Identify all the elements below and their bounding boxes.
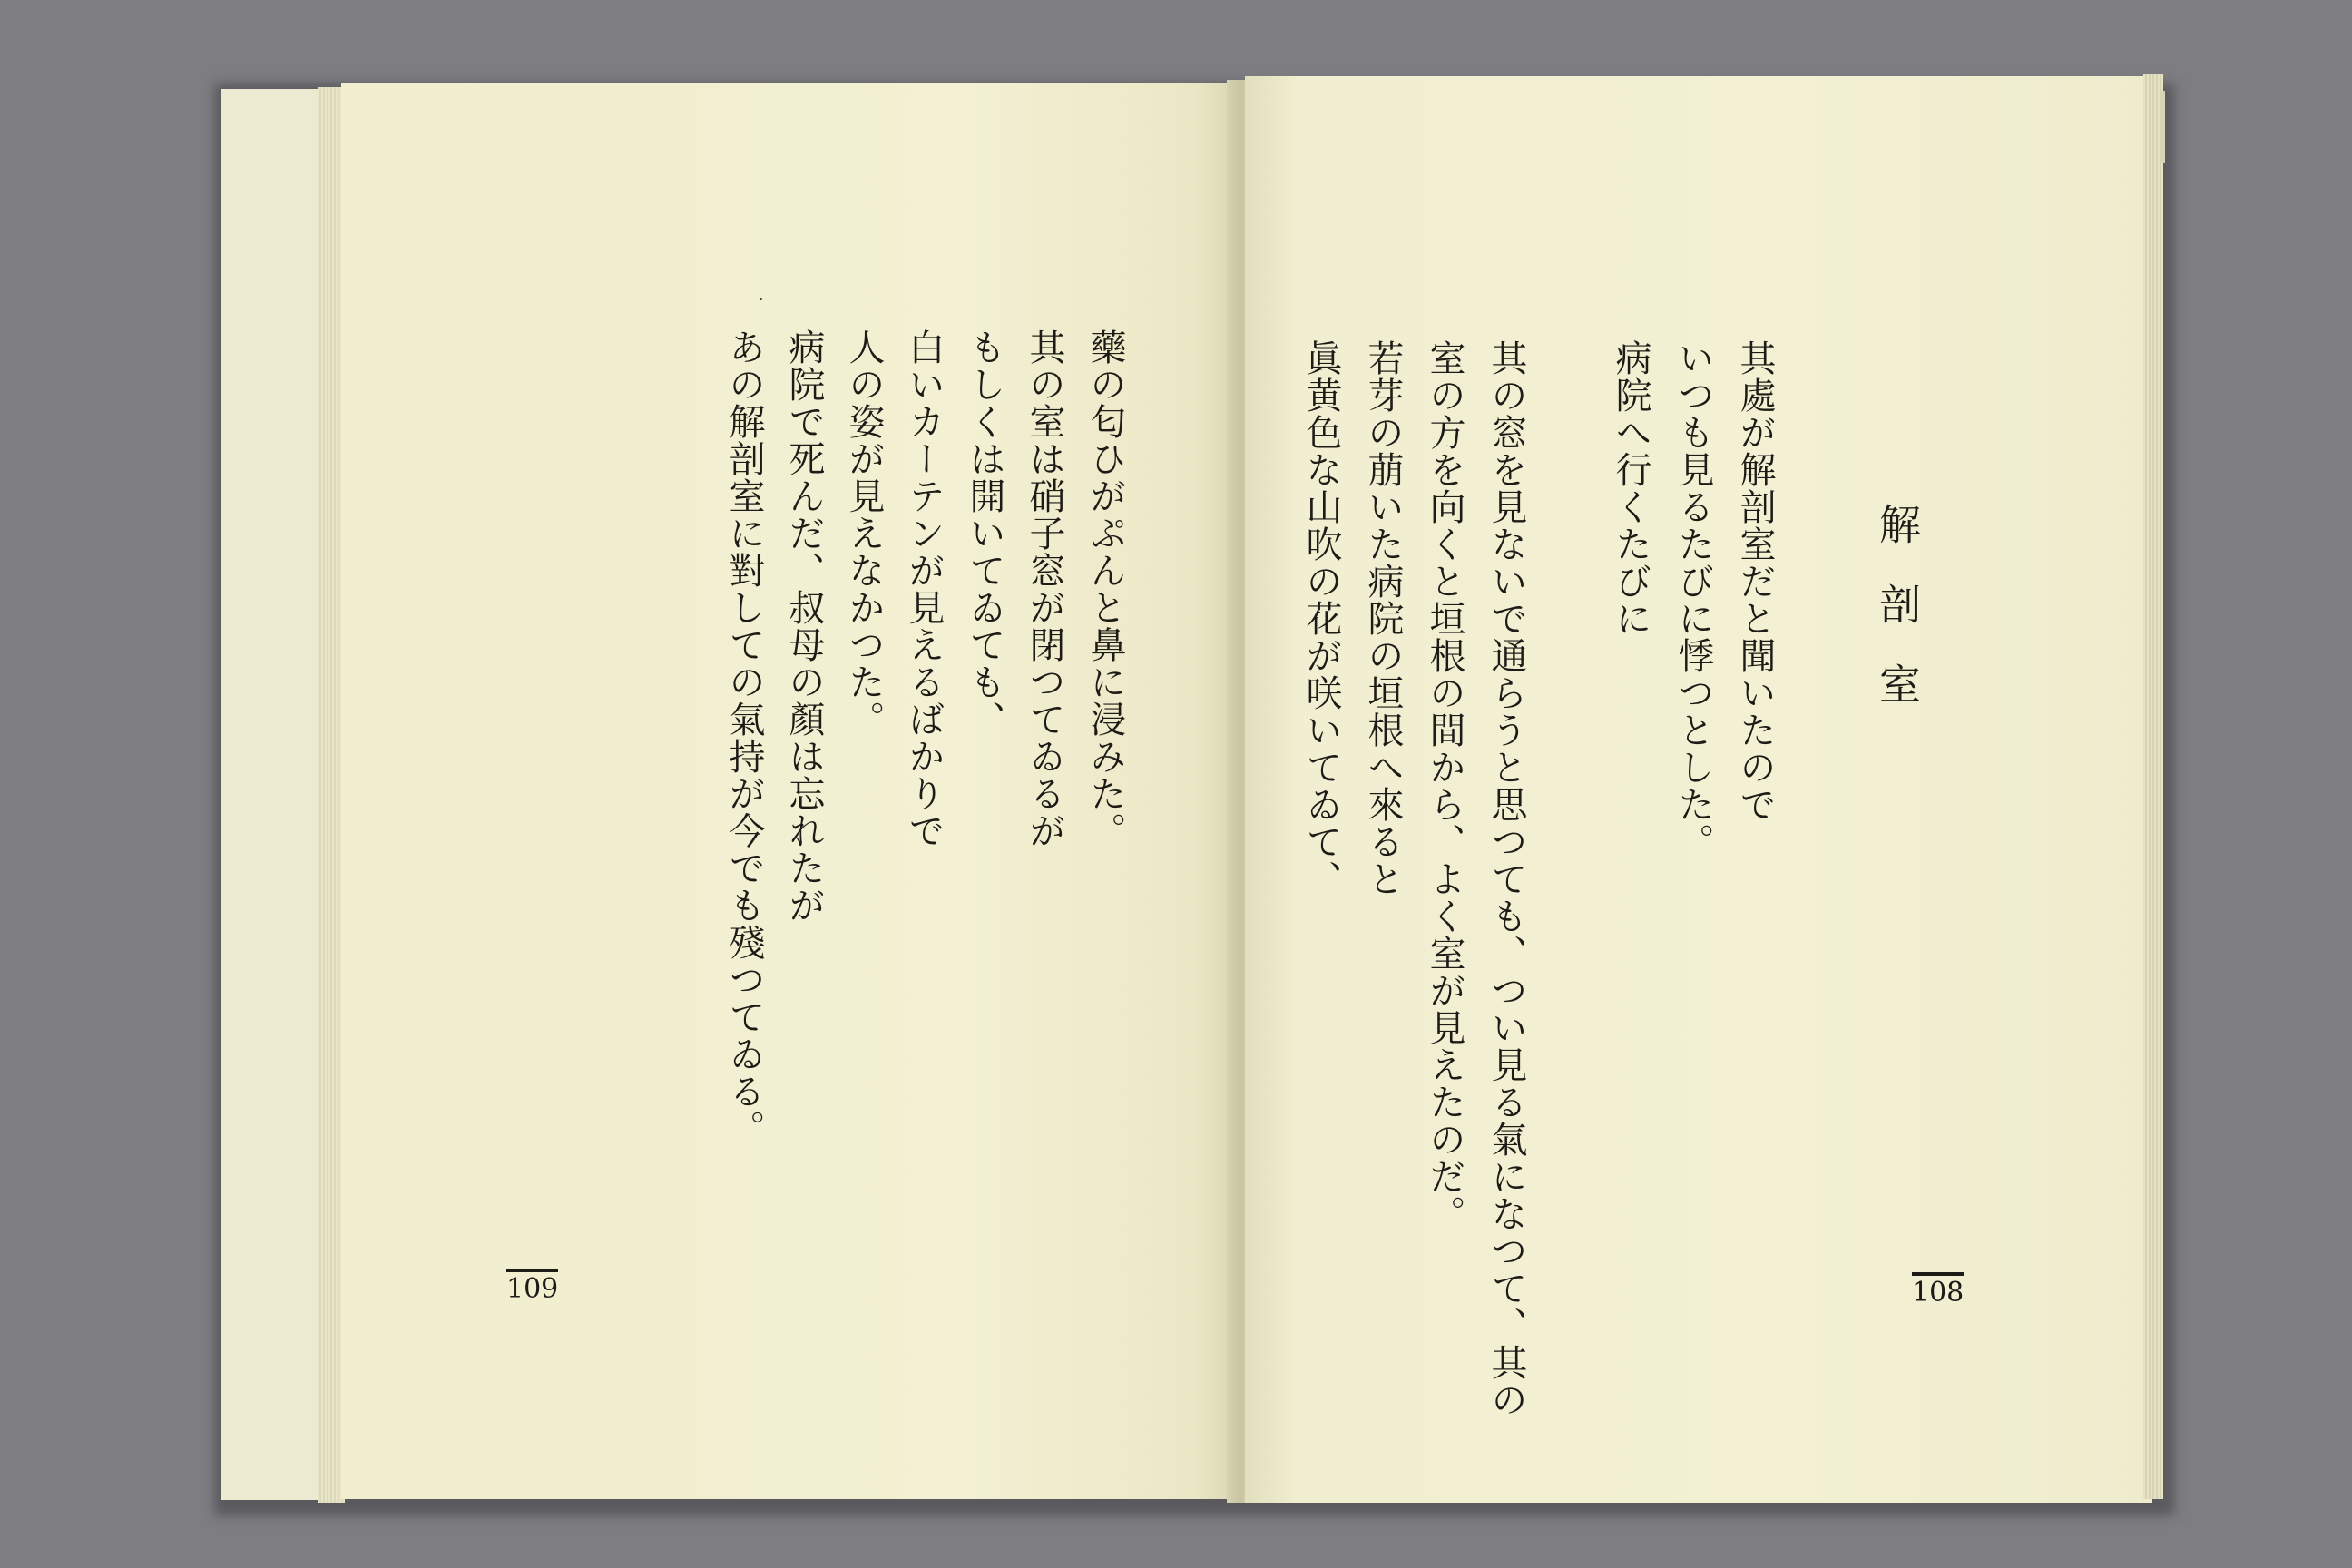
ink-speck	[760, 298, 762, 300]
text-line: 白いカーテンが見えるばかりで	[903, 328, 945, 849]
text-line: 藥の匂ひがぷんと鼻に浸みた。	[1084, 328, 1126, 849]
text-line: もしくは開いてゐても、	[964, 328, 1005, 738]
text-line: 人の姿が見えなかつた。	[843, 328, 885, 738]
chapter-title: 解剖室	[1873, 503, 1922, 742]
text-line: 若芽の萠いた病院の垣根へ來ると	[1362, 339, 1404, 897]
page-108	[1245, 76, 2152, 1503]
page-edges-right	[2143, 74, 2163, 1499]
text-line: 其の窓を見ないで通らうと思つても、つい見る氣になつて、其の	[1485, 339, 1527, 1418]
page-number: 108	[1912, 1272, 1964, 1307]
page-edge-tab	[2160, 91, 2165, 163]
text-line: 病院へ行くたびに	[1610, 339, 1651, 637]
text-line: 其處が解剖室だと聞いたので	[1734, 339, 1776, 823]
text-line: あの解剖室に對しての氣持が今でも殘つてゐる。	[723, 328, 765, 1147]
text-line: 眞黄色な山吹の花が咲いてゐて、	[1300, 339, 1342, 897]
text-line: いつも見るたびに悸つとした。	[1672, 339, 1714, 860]
text-line: 其の室は硝子窓が閉つてゐるが	[1024, 328, 1065, 849]
page-number: 109	[506, 1269, 558, 1303]
text-line: 室の方を向くと垣根の間から、よく室が見えたのだ。	[1424, 339, 1465, 1232]
page-109	[341, 83, 1240, 1499]
text-line: 病院で死んだ、叔母の顏は忘れたが	[783, 328, 825, 924]
